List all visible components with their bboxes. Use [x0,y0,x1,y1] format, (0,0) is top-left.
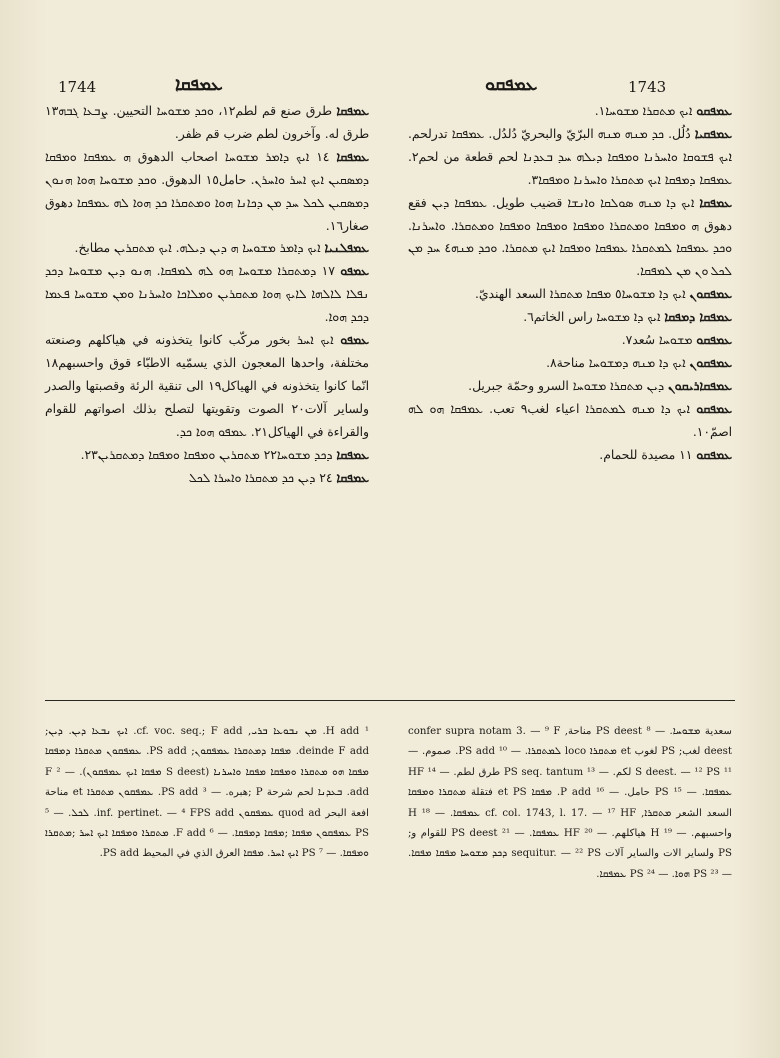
dictionary-entry [45,146,369,238]
entry-gloss: دُلُل. ܟܕ ܡܢܗ ܡܢܗ البرّيّ والبحريّ دُلدُل. ܥܡܦܩܐ تدرلحم. ܐܝܟ ܦܫܘܩܐ ܘܐܚܪܢܐ ܘܡܦܩܐ ܕܝܠܗ ܚܕ ܒܥܕܢܐ لحم قطعة من لحم٢. ܥܡܦܩܐ ܕܡܦܩܐ ܐܝܟ ܡܬܩܪܐ ܘܐܚܪܢܐ ܘܡܦܩܐ٣. [408,126,732,187]
dictionary-entry [45,100,369,146]
running-head-left: ܥܡܦܩܐ [175,74,223,95]
dictionary-entry [45,260,369,329]
dictionary-entry [408,100,732,123]
left-column [45,100,369,489]
entry-headword: ܥܡܦܠܢܝܐ [324,240,369,256]
entry-headword: ܥܡܦܩܝܐ [694,125,732,141]
entry-headword: ܥܡܦܩܘ [696,103,732,118]
dictionary-entry [408,329,732,352]
footnotes-right: سعدية ܡܫܘܚܐ. — ⁸ PS deest مناحة, confer supra notam 3. — ⁹ F deest لغب; PS لغوب et ܡܬܩܪܐ loco ܠܡܬܩܪܐ. — ¹⁰ PS add. صموم. — ¹¹ S deest. — ¹² PS لكم. — ¹³ PS seq. tantum طرق لطم. — ¹⁴ HF ܥܡܦܩܐ. — ¹⁵ PS حامل. — ¹⁶ P add. ܡܦܩܐ et PS فتقلة ܡܬܩܪܐ ܘܡܦܩܐ السعد الشعر ܡܬܩܪܐ, cf. col. 1743, l. 17. — ¹⁷ HF ܥܡܦܩܐ. — ¹⁸ H واحسبهم. — ¹⁹ H هياكلهم. — ²⁰ HF ܥܡܦܩܐ. — ²¹ PS deest للقوام و; PS ولساير الات والساير آلات sequitur. — ²² PS ܕܟܕ ܡܫܘܚܐ ܡܦܩܐ ܡܦܩܐ. — ²³ PS ܗܘܐ. — ²⁴ PS ܥܡܦܩܐ. [408,726,733,880]
entry-gloss: ܐܝܟ ܕܐ ܡܢܗ ܣܘܠܩܐ ܘܐܢܫܐ قضيب طويل. ܥܡܦܩܐ ܕܝܢ فقع دهوق ܗ ܘܡܦܩܐ ܘܡܬܩܪܐ ܘܡܦܩܐ ܘܡܦܩܐ ܘܡܦܩܐ ܘܡܬܩܪܐ. ܘܐܚܪܢܐ. ܘܟܕ ܥܡܦܩܐ ܠܡܬܩܪܐ ܥܡܦܩܐ ܘܡܦܩܐ ܐܝܟ ܡܬܩܪܐ. ܘܟܕ ܡܢܗ٤ ܚܕ ܡܢ ܠܟܠ ܘܢ ܡܢ ܠܡܦܩܐ. [408,195,732,279]
dictionary-entry [408,123,732,192]
entry-headword: ܥܡܦܩܘܢ [689,286,732,302]
footnotes-left: ¹ H add. ܡܢ ܢܒܘܥܐ ܒܪܝ, cf. voc. seq.; F add. ܐܝܟ ܢܒܥܐ ܕܝܢ. ܕܝܢ; deinde F add. ܡܦܩܐ ܕܡܬܩܪܐ ܥܡܦܩܘܢ; PS add. ܥܡܦܩܘܢ ܡܬܩܪܐ ܕܡܦܩܐ ܡܦܩܐ ܗܘ ܡܬܩܪܐ ܘܡܦܩܐ ܡܦܩܐ ܘܐܚܪܢܐ (S deest ܡܦܩܐ ܐܝܟ ܥܡܦܩܘܢ). — ² F add. ܒܥܕܢܐ لحم شرحة P ;هبره. — ³ PS add. ܥܡܦܩܘܢ ܡܬܩܪܐ et مناحة افعة البحر quod ad ܥܡܦܩܘܢ inf. pertinet. — ⁴ FPS add. ܠܟܠ. — ⁵ PS ܥܡܦܩܘܢ ܡܦܩܐ ;ܡܦܩܐ ܕܡܦܩܐ. — ⁶ F add. ܡܬܩܪܐ ܘܡܦܩܐ ܐܝܟ ܐܚܪ ;ܡܬܩܪܐ ܘܡܦܩܐ. — ⁷ PS ܐܝܟ ܐܚܪ. ܡܦܩܐ العرق الذي في المحيط PS add. [45,726,369,860]
entry-headword: ܥܡܦܩܘ [696,332,732,348]
dictionary-entry [408,375,732,398]
dictionary-entry [408,192,732,284]
dictionary-entry [45,467,369,490]
dictionary-entry [45,444,369,467]
entry-gloss: ١٤ ܐܝܟ ܕܐܡܪ ܡܫܘܚܐ اصحاب الدهوق ܗ ܥܡܦܩܐ ܘܡܦܩܐ ܕܡܣܩܝܢ ܐܝܟ ܐܚܪ ܘܐܚܪܢ. حامل١٥ الدهوق. ܘܟܕ ܡܫܘܚܐ ܗܘܐ ܗܢܘܢ ܕܡܣܩܝܢ ܠܟܠ ܚܕ ܡܢ ܕܟܐܢܐ ܗܘܐ ܘܡܬܩܪܐ ܟܕ ܗܘܐ ܠܗ ܥܡܦܩܐ دهوق صغار١٦. [45,149,369,233]
entry-headword: ܥܡܦܩܘ [696,400,732,416]
entry-gloss: ١١ مصيدة للحمام. [599,447,697,462]
entry-gloss: طرق صنع قم لطم١٢، ܘܟܕ ܡܫܘܚܐ التحيين. ܨܒܥܐ ܓܒܗ١٣ طرق له. وآخرون لطم ضرب قم ظفر. [45,104,369,141]
entry-headword: ܥܡܦܩܐ ܕܡܦܩܐ [664,309,732,325]
entry-gloss: ܕܟܕ ܡܫܘܚܐ٢٢ ܡܬܩܪܝܢ ܘܡܦܩܐ ܘܡܦܩܐ ܕܡܬܩܪܝܢ٢٣. [80,447,337,462]
entry-gloss: ܐܝܟ ܕܐܡܪ ܡܫܘܚܐ ܗ ܕܝܢ ܕܝܠܗ. ܐܝܟ ܡܬܩܪܝܢ مطابخ. [74,241,325,256]
page-number-right: 1743 [628,78,667,96]
entry-gloss: ܐܝܟ ܕܐ ܡܫܘܚܐ٥ ܡܦܩܐ ܡܬܩܪܐ السعد الهنديّ. [475,287,690,302]
entry-gloss: ܡܫܘܚܐ سُعد٧. [621,333,697,348]
entry-headword: ܥܡܦܩܐ [699,194,732,210]
entry-gloss: ܐܝܟ ܡܬܩܪܐ ܡܫܘܚܐ١. [594,104,697,118]
entry-headword: ܥܡܦܩܘ [696,446,732,462]
entry-headword: ܥܡܦܩܐ [336,469,369,485]
entry-gloss: ܐܝܟ ܕܐ ܡܢܗ ܕܡܫܘܚܐ مناحة٨. [546,355,690,370]
dictionary-entry [45,329,369,444]
entry-gloss: ٢٤ ܕܝܢ ܟܕ ܡܬܩܪܐ ܘܐܚܪܐ ܠܟܠ [188,470,337,485]
entry-gloss: ܐܝܟ ܕܐ ܡܢܗ ܠܡܬܩܪܐ اعياء لغب٩ تعب. ܥܡܦܩܐ ܗܘ ܠܗ اصمّ١٠. [408,401,732,439]
entry-headword: ܥܡܦܩܐ [336,103,369,118]
dictionary-entry [408,283,732,306]
entry-headword: ܥܡܦܩܐܪܝܩܘܢ [667,377,732,393]
entry-headword: ܥܡܦܩܘܢ [689,354,732,370]
dictionary-entry [408,444,732,467]
entry-headword: ܥܡܦܘ [340,332,369,348]
dictionary-entry [408,352,732,375]
footnote-rule [45,700,735,701]
entry-gloss: ܕܝܢ ܡܬܩܪܐ ܡܫܘܚܐ السرو وحمّة جبريل. [468,378,668,393]
entry-headword: ܥܡܦܩܐ [336,148,369,164]
dictionary-entry [45,237,369,260]
entry-gloss: ܐܝܟ ܐܚܪ بخور مركّب كانوا يتخذونه في هياكلهم وصنعته مختلفة، واحدها المعجون الذي يسمّيه الاطبّاء قوق واحسبهم١٨ انّما كانوا يتخذونه في الهياكل١٩ الى تنقية الرئة وقصبتها والصدر ولساير آلات٢٠ الصوت وتقويتها لتصلح بذلك اصواتهم للقوام والقراءة في الهياكل٢١. ܥܡܦܘ ܗܘܐ ܟܕ. [45,333,369,439]
entry-headword: ܥܡܦܘ [340,263,369,279]
entry-gloss: ܐܝܟ ܕܐ ܡܫܘܚܐ راس الخاتم٦. [523,310,665,325]
page-number-left: 1744 [58,78,97,96]
dictionary-entry [408,398,732,444]
entry-gloss: ١٧ ܕܡܬܩܪܐ ܡܫܘܚܐ ܗܘ ܠܗ ܠܡܦܩܐ. ܗܢܘ ܕܝܢ ܡܫܘܚܐ ܕܟܕ ܢܦܠܐ ܠܐܠܗܐ ܠܐܝܟ ܗܘܐ ܡܬܩܪܝܢ ܘܡܠܐܟܐ ܘܐܚܪܢܐ ܘܡܢ ܡܫܘܚܐ ܦܥܡܐ ܕܟܕ ܗܘܐ. [45,264,369,325]
entry-headword: ܥܡܦܩܐ [336,446,369,462]
dictionary-entry [408,306,732,329]
running-head-right: ܥܡܦܩܘ [485,74,538,95]
right-column [408,100,732,467]
